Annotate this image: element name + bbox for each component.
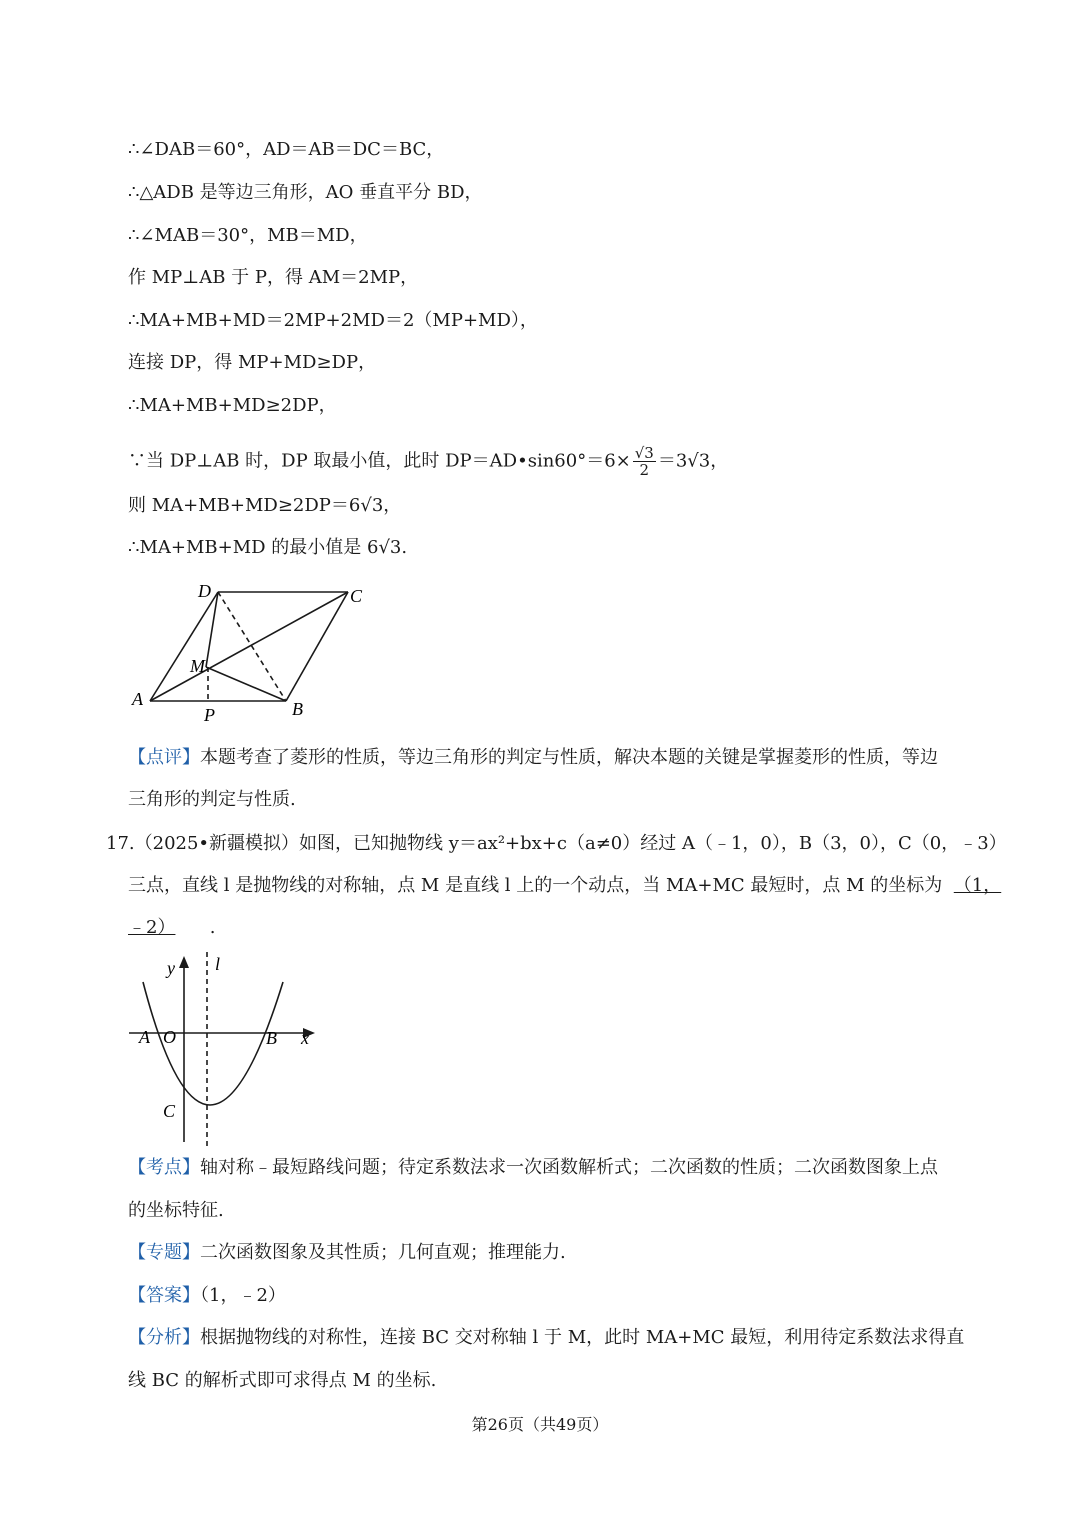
label-p: P: [204, 705, 215, 725]
label-l: l: [215, 954, 221, 974]
solution-line-8: [128, 445, 728, 478]
label-c: C: [350, 586, 363, 606]
daan-text: （1，﹣2）: [200, 1285, 286, 1306]
segment-dm: [206, 592, 218, 667]
solution-line-3: ∴∠MAB＝30°，MB＝MD，: [128, 225, 368, 246]
solution-line-2: ∴△ADB 是等边三角形，AO 垂直平分 BD，: [128, 182, 483, 203]
kaodian-line-2: 的坐标特征.: [128, 1200, 224, 1221]
line-8-suffix: ＝3√3，: [657, 450, 729, 472]
kaodian-line-1: [128, 1156, 938, 1180]
label-b: B: [292, 699, 303, 719]
kaodian-tag: 【考点】: [128, 1157, 200, 1178]
label-a: A: [132, 689, 143, 709]
comment-text-1: 本题考查了菱形的性质，等边三角形的判定与性质，解决本题的关键是掌握菱形的性质，等边: [200, 747, 938, 768]
zhuanti-tag: 【专题】: [128, 1242, 200, 1263]
question-17-line-1: 17.（2025•新疆模拟）如图，已知抛物线 y＝ax²+bx+c（a≠0）经过 A（﹣1，0），B（3，0），C（0，﹣3）: [106, 833, 1007, 854]
label-a-point: A: [139, 1027, 150, 1047]
rhombus-figure: [120, 575, 380, 725]
label-y: y: [167, 958, 175, 978]
comment-tag: 【点评】: [128, 747, 200, 768]
label-b-point: B: [266, 1028, 277, 1048]
segment-ad: [150, 592, 218, 701]
comment-line-1: [128, 746, 938, 770]
fenxi-tag: 【分析】: [128, 1327, 200, 1348]
y-axis-arrow: [179, 956, 189, 968]
zhuanti-line: [128, 1241, 566, 1265]
solution-line-6: 连接 DP，得 MP+MD≥DP，: [128, 352, 377, 373]
label-d: D: [198, 581, 211, 601]
solution-line-7: ∴MA+MB+MD≥2DP，: [128, 395, 337, 416]
label-c-point: C: [163, 1101, 176, 1121]
answer-blank-part-2: ﹣2）: [128, 917, 176, 938]
question-17-period: .: [209, 917, 216, 938]
solution-line-4: 作 MP⊥AB 于 P，得 AM＝2MP，: [128, 267, 419, 288]
page-footer: 第26页（共49页）: [471, 1415, 609, 1434]
fenxi-text-1: 根据抛物线的对称性，连接 BC 交对称轴 l 于 M，此时 MA+MC 最短，利用待定系数法求得直: [200, 1327, 965, 1348]
fenxi-line-2: 线 BC 的解析式即可求得点 M 的坐标.: [128, 1370, 437, 1391]
label-x: x: [301, 1028, 309, 1048]
solution-line-5: ∴MA+MB+MD＝2MP+2MD＝2（MP+MD），: [128, 310, 538, 331]
segment-mb: [206, 667, 286, 701]
answer-blank-part-1: （1，: [953, 875, 1002, 896]
solution-line-1: ∴∠DAB＝60°，AD＝AB＝DC＝BC，: [128, 139, 445, 160]
label-origin: O: [163, 1027, 176, 1047]
daan-tag: 【答案】: [128, 1285, 200, 1306]
question-17-text-2: 三点，直线 l 是抛物线的对称轴，点 M 是直线 l 上的一个动点，当 MA+MC 最短时，点 M 的坐标为: [128, 875, 943, 896]
solution-line-10: ∴MA+MB+MD 的最小值是 6√3.: [128, 537, 408, 558]
fenxi-line-1: [128, 1326, 964, 1350]
fraction: [633, 445, 656, 478]
label-m: M: [190, 656, 205, 676]
solution-line-9: 则 MA+MB+MD≥2DP＝6√3，: [128, 495, 402, 516]
fraction-numerator: √3: [634, 444, 654, 462]
segment-db-dashed: [218, 592, 286, 701]
zhuanti-text: 二次函数图象及其性质；几何直观；推理能力.: [200, 1242, 566, 1263]
comment-line-2: 三角形的判定与性质.: [128, 789, 296, 810]
parabola-figure: [125, 950, 325, 1150]
line-8-prefix: ∵当 DP⊥AB 时，DP 取最小值，此时 DP＝AD•sin60°＝6×: [128, 450, 631, 472]
kaodian-text-1: 轴对称﹣最短路线问题；待定系数法求一次函数解析式；二次函数的性质；二次函数图象上点: [200, 1157, 938, 1178]
fraction-denominator: 2: [639, 461, 650, 479]
question-17-line-2: [128, 874, 1001, 898]
daan-line: [128, 1284, 286, 1308]
question-17-line-3: [128, 916, 216, 940]
